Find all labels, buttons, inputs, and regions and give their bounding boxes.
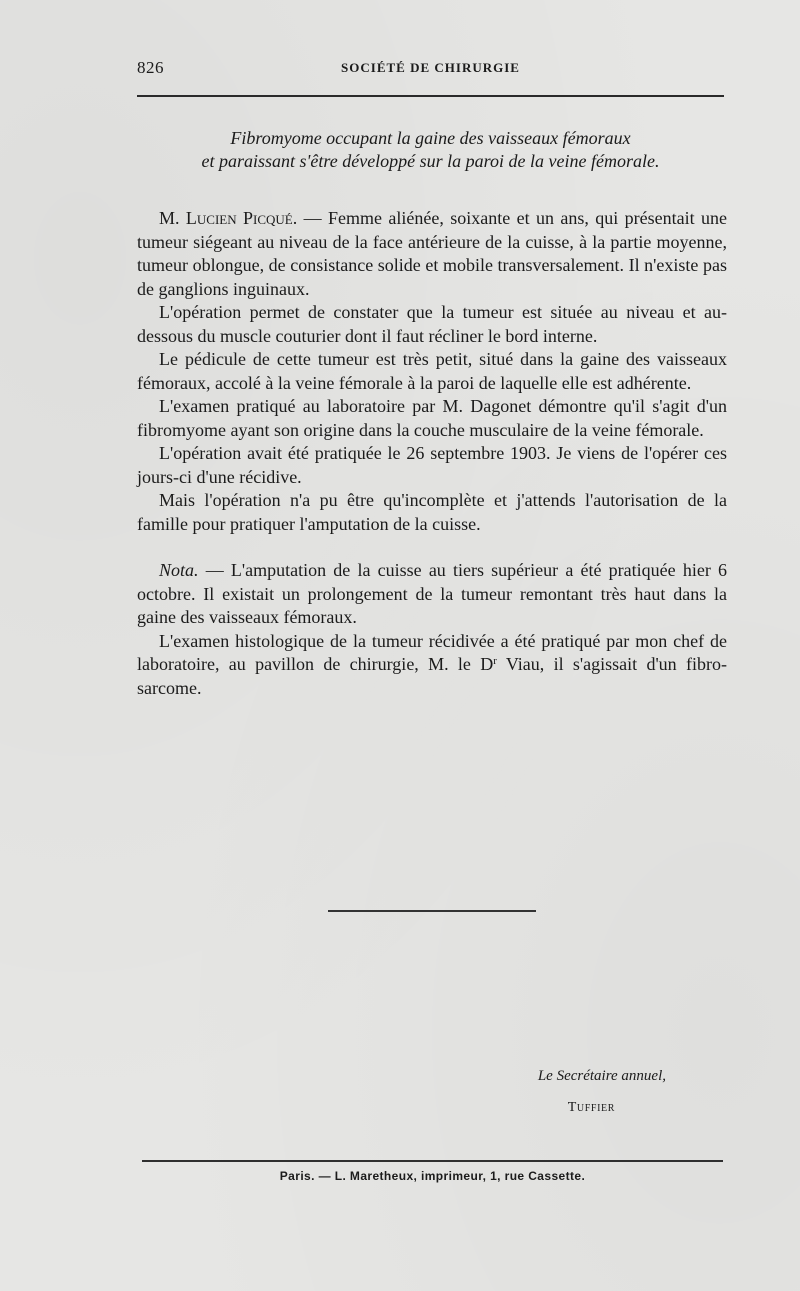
nota-label: Nota. [159, 560, 199, 580]
footer-rule [142, 1160, 723, 1162]
section-end-rule [328, 910, 536, 912]
nota-text: — L'amputation de la cuisse au tiers supérieur a été pratiquée hier 6 octobre. Il existait un prolongement de la tumeur remontant très haut dans la gaine des vaisseaux fémoraux. [137, 560, 727, 627]
header-rule [137, 95, 724, 97]
signature-role: Le Secrétaire annuel, [537, 1068, 666, 1084]
article-body [137, 207, 727, 700]
signature-name: Tuffier [567, 1100, 615, 1115]
paragraph-4: L'examen pratiqué au laboratoire par M. Dagonet démontre qu'il s'agit d'un fibromyome ayant son origine dans la couche musculaire de la veine fémorale. [137, 396, 727, 440]
paragraph-8-text-end: Viau, il s'agissait d'un fibro-sarcome. [137, 654, 727, 698]
paragraph-5: L'opération avait été pratiquée le 26 septembre 1903. Je viens de l'opérer ces jours-ci d'une récidive. [137, 443, 727, 487]
article-title-line-2: et paraissant s'être développé sur la paroi de la veine fémorale. [201, 151, 660, 171]
running-head [137, 58, 724, 82]
paragraph-1-text: — Femme aliénée, soixante et un ans, qui présentait une tumeur siégeant au niveau de la face antérieure de la cuisse, à la partie moyenne, tumeur oblongue, de consistance solide et mobile transversalement. Il n'existe pas de ganglions inguinaux. [137, 208, 727, 299]
paragraph-2: L'opération permet de constater que la tumeur est située au niveau et au-dessous du muscle couturier dont il faut récliner le bord interne. [137, 302, 727, 346]
page-number: 826 [137, 58, 164, 77]
paragraph-1 [137, 207, 727, 301]
paragraph-8-text-start: L'examen histologique de la tumeur récidivée a été pratiqué par mon chef de laboratoire, au pavillon de chirurgie, M. le D [137, 630, 727, 674]
paragraph-3: Le pédicule de cette tumeur est très petit, situé dans la gaine des vaisseaux fémoraux, accolé à la veine fémorale à la paroi de laquelle elle est adhérente. [137, 349, 727, 393]
nota-paragraph [137, 559, 727, 630]
author-name: M. Lucien Picqué. [159, 208, 298, 228]
article-title [137, 127, 724, 173]
journal-title: SOCIÉTÉ DE CHIRURGIE [341, 60, 520, 75]
paragraph-8 [137, 630, 727, 701]
article-title-line-1: Fibromyome occupant la gaine des vaisseaux fémoraux [230, 128, 631, 148]
paragraph-6: Mais l'opération n'a pu être qu'incomplète et j'attends l'autorisation de la famille pour pratiquer l'amputation de la cuisse. [137, 490, 727, 534]
printer-imprint: Paris. — L. Maretheux, imprimeur, 1, rue Cassette. [279, 1169, 586, 1183]
doctor-superscript: r [493, 655, 497, 667]
